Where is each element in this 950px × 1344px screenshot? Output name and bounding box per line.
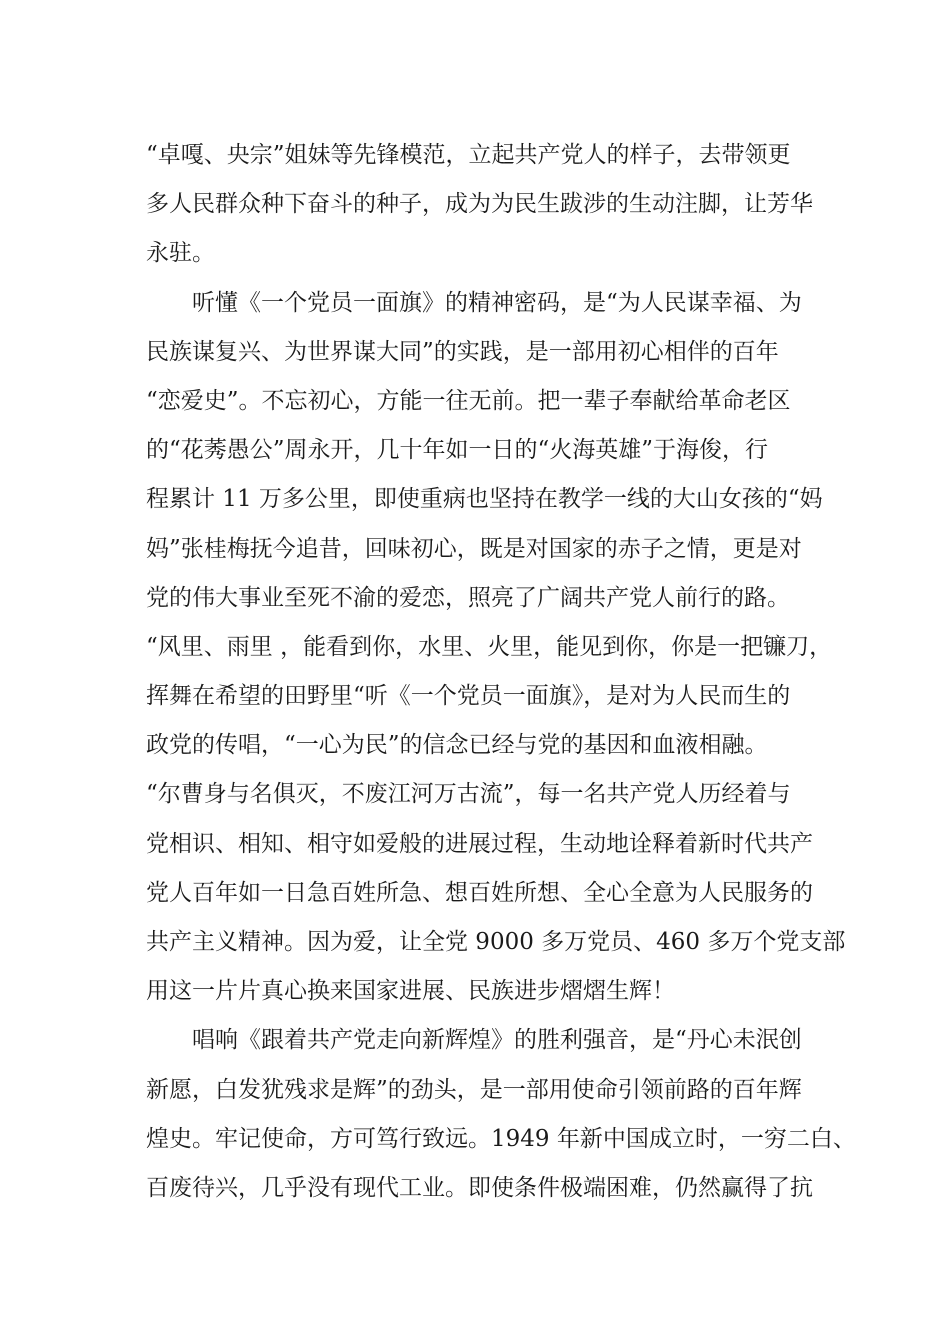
text-line-18: 用这一片片真心换来国家进展、民族进步熠熠生辉！ [146,978,675,1005]
document-body [146,131,856,1213]
text-line-12: 挥舞在希望的田野里“听《一个党员一面旗》，是对为人民而生的 [146,683,791,710]
text-line-6: “恋爱史”。不忘初心，方能一往无前。把一辈子奉献给革命老区 [146,387,791,414]
text-line-3: 永驻。 [146,240,215,267]
text-line-22: 百废待兴，几乎没有现代工业。即使条件极端困难，仍然赢得了抗 [146,1174,813,1201]
text-line-14: “尔曹身与名俱灭，不废江河万古流”，每一名共产党人历经着与 [146,781,791,808]
text-line-8: 程累计 11 万多公里，即使重病也坚持在教学一线的大山女孩的“妈 [146,486,823,513]
text-line-5: 民族谋复兴、为世界谋大同”的实践，是一部用初心相伴的百年 [146,338,779,365]
text-line-17: 共产主义精神。因为爱，让全党 9000 多万党员、460 多万个党支部 [146,929,846,955]
text-line-10: 党的伟大事业至死不渝的爱恋，照亮了广阔共产党人前行的路。 [146,584,790,611]
text-line-2: 多人民群众种下奋斗的种子，成为为民生跋涉的生动注脚，让芳华 [146,191,813,218]
text-line-13: 政党的传唱，“一心为民”的信念已经与党的基因和血液相融。 [146,732,768,759]
text-line-9: 妈”张桂梅抚今追昔，回味初心，既是对国家的赤子之情，更是对 [146,535,802,562]
text-line-4: 听懂《一个党员一面旗》的精神密码，是“为人民谋幸福、为 [192,289,802,316]
text-line-15: 党相识、相知、相守如爱般的进展过程，生动地诠释着新时代共产 [146,830,813,857]
text-line-7: 的“花莠愚公”周永开，几十年如一日的“火海英雄”于海俊，行 [146,437,769,464]
text-line-1: “卓嘎、央宗”姐妹等先锋模范，立起共产党人的样子，去带领更 [146,142,791,168]
text-line-16: 党人百年如一日急百姓所急、想百姓所想、全心全意为人民服务的 [146,879,813,906]
text-line-19: 唱响《跟着共产党走向新辉煌》的胜利强音，是“丹心未泯创 [192,1027,802,1054]
text-line-21: 煌史。牢记使命，方可笃行致远。1949 年新中国成立时，一穷二白、 [146,1125,856,1152]
text-line-20: 新愿，白发犹残求是辉”的劲头，是一部用使命引领前路的百年辉 [146,1076,802,1103]
text-line-11: “风里、雨里 ，能看到你，水里、火里，能见到你，你是一把镰刀， [146,633,833,660]
